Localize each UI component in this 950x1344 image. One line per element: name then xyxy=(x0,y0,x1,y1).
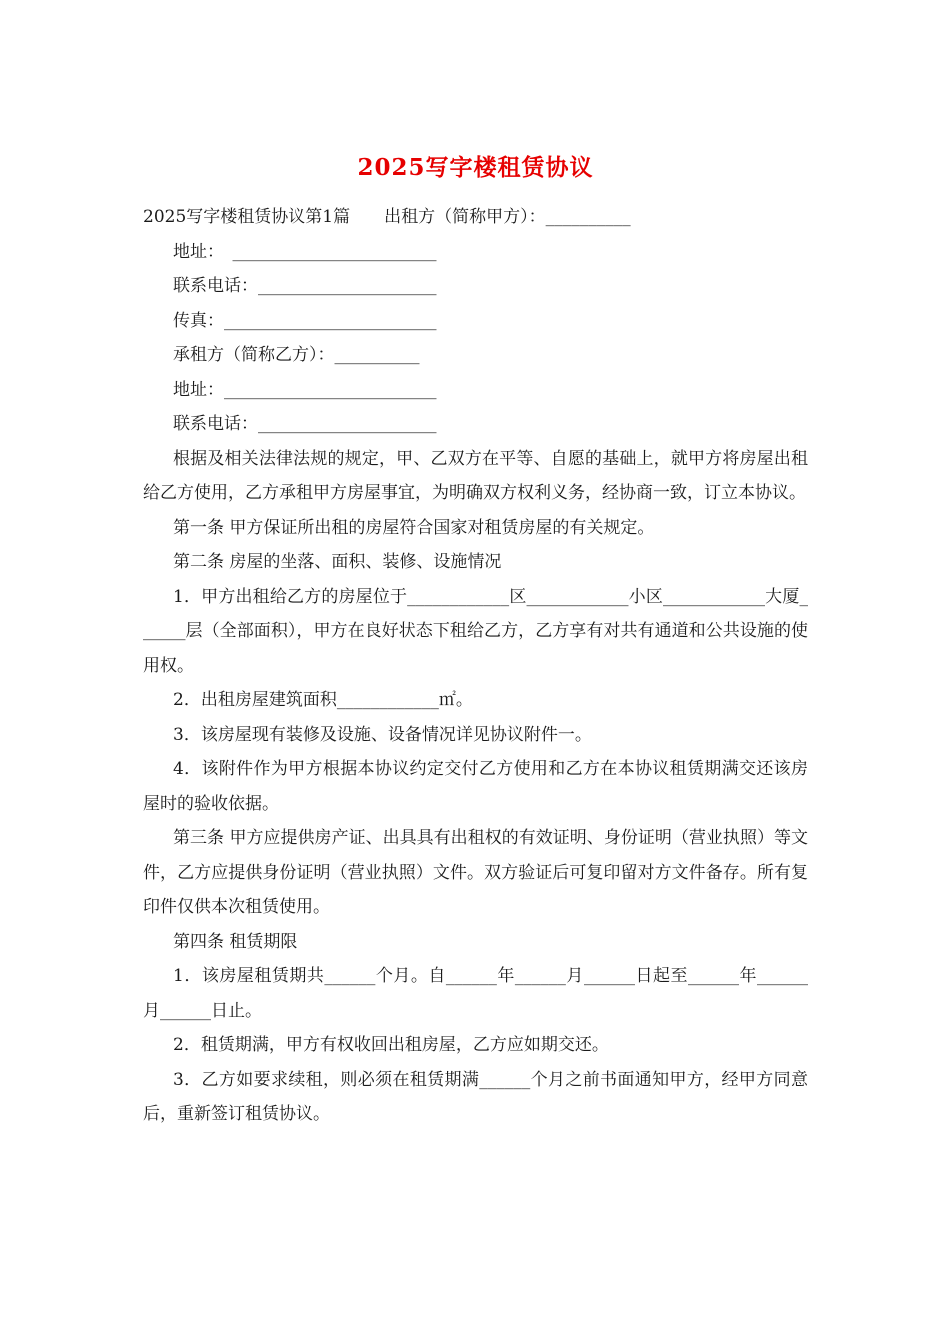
paragraph-article-4-item-2: 2．租赁期满，甲方有权收回出租房屋，乙方应如期交还。 xyxy=(173,1035,609,1055)
party-b-phone: 联系电话：_____________________ xyxy=(173,414,437,434)
paragraph-article-4-item-1: 1．该房屋租赁期共______个月。自______年______月______日起至______年______月______日止。 xyxy=(143,966,808,1021)
paragraph-article-2-heading: 第二条 房屋的坐落、面积、装修、设施情况 xyxy=(173,552,502,572)
party-a-fax: 传真：_________________________ xyxy=(173,310,437,331)
party-a-phone: 联系电话：_____________________ xyxy=(173,276,437,296)
paragraph-article-3: 第三条 甲方应提供房产证、出具具有出租权的有效证明、身份证明（营业执照）等文件，乙方应提供身份证明（营业执照）文件。双方验证后可复印留对方文件备存。所有复印件仅供本次租赁使用。 xyxy=(143,828,808,917)
party-a-address: 地址： ________________________ xyxy=(173,241,437,262)
paragraph-article-2-item-1: 1．甲方出租给乙方的房屋位于____________区____________小区____________大厦______层（全部面积），甲方在良好状态下租给乙方，乙方享有对共有通道和公共设施的使用权。 xyxy=(143,586,808,676)
party-b-address: 地址：_________________________ xyxy=(173,379,437,400)
paragraph-preamble: 根据及相关法律法规的规定，甲、乙双方在平等、自愿的基础上，就甲方将房屋出租给乙方使用，乙方承租甲方房屋事宜，为明确双方权利义务，经协商一致，订立本协议。 xyxy=(143,448,808,503)
document-title: 2025写字楼租赁协议 xyxy=(357,154,594,181)
paragraph-article-2-item-3: 3．该房屋现有装修及设施、设备情况详见协议附件一。 xyxy=(173,724,592,745)
document-page xyxy=(143,150,808,1132)
party-b-label: 承租方（简称乙方）：__________ xyxy=(173,345,420,365)
paragraph-article-4-heading: 第四条 租赁期限 xyxy=(173,931,298,952)
paragraph-article-2-item-4: 4．该附件作为甲方根据本协议约定交付乙方使用和乙方在本协议租赁期满交还该房屋时的验收依据。 xyxy=(143,759,808,814)
paragraph-article-4-item-3: 3．乙方如要求续租，则必须在租赁期满______个月之前书面通知甲方，经甲方同意后，重新签订租赁协议。 xyxy=(143,1069,808,1124)
header-line: 2025写字楼租赁协议第1篇 出租方（简称甲方）：__________ xyxy=(143,207,631,227)
paragraph-article-1: 第一条 甲方保证所出租的房屋符合国家对租赁房屋的有关规定。 xyxy=(173,517,655,538)
paragraph-article-2-item-2: 2．出租房屋建筑面积____________㎡。 xyxy=(173,690,473,710)
